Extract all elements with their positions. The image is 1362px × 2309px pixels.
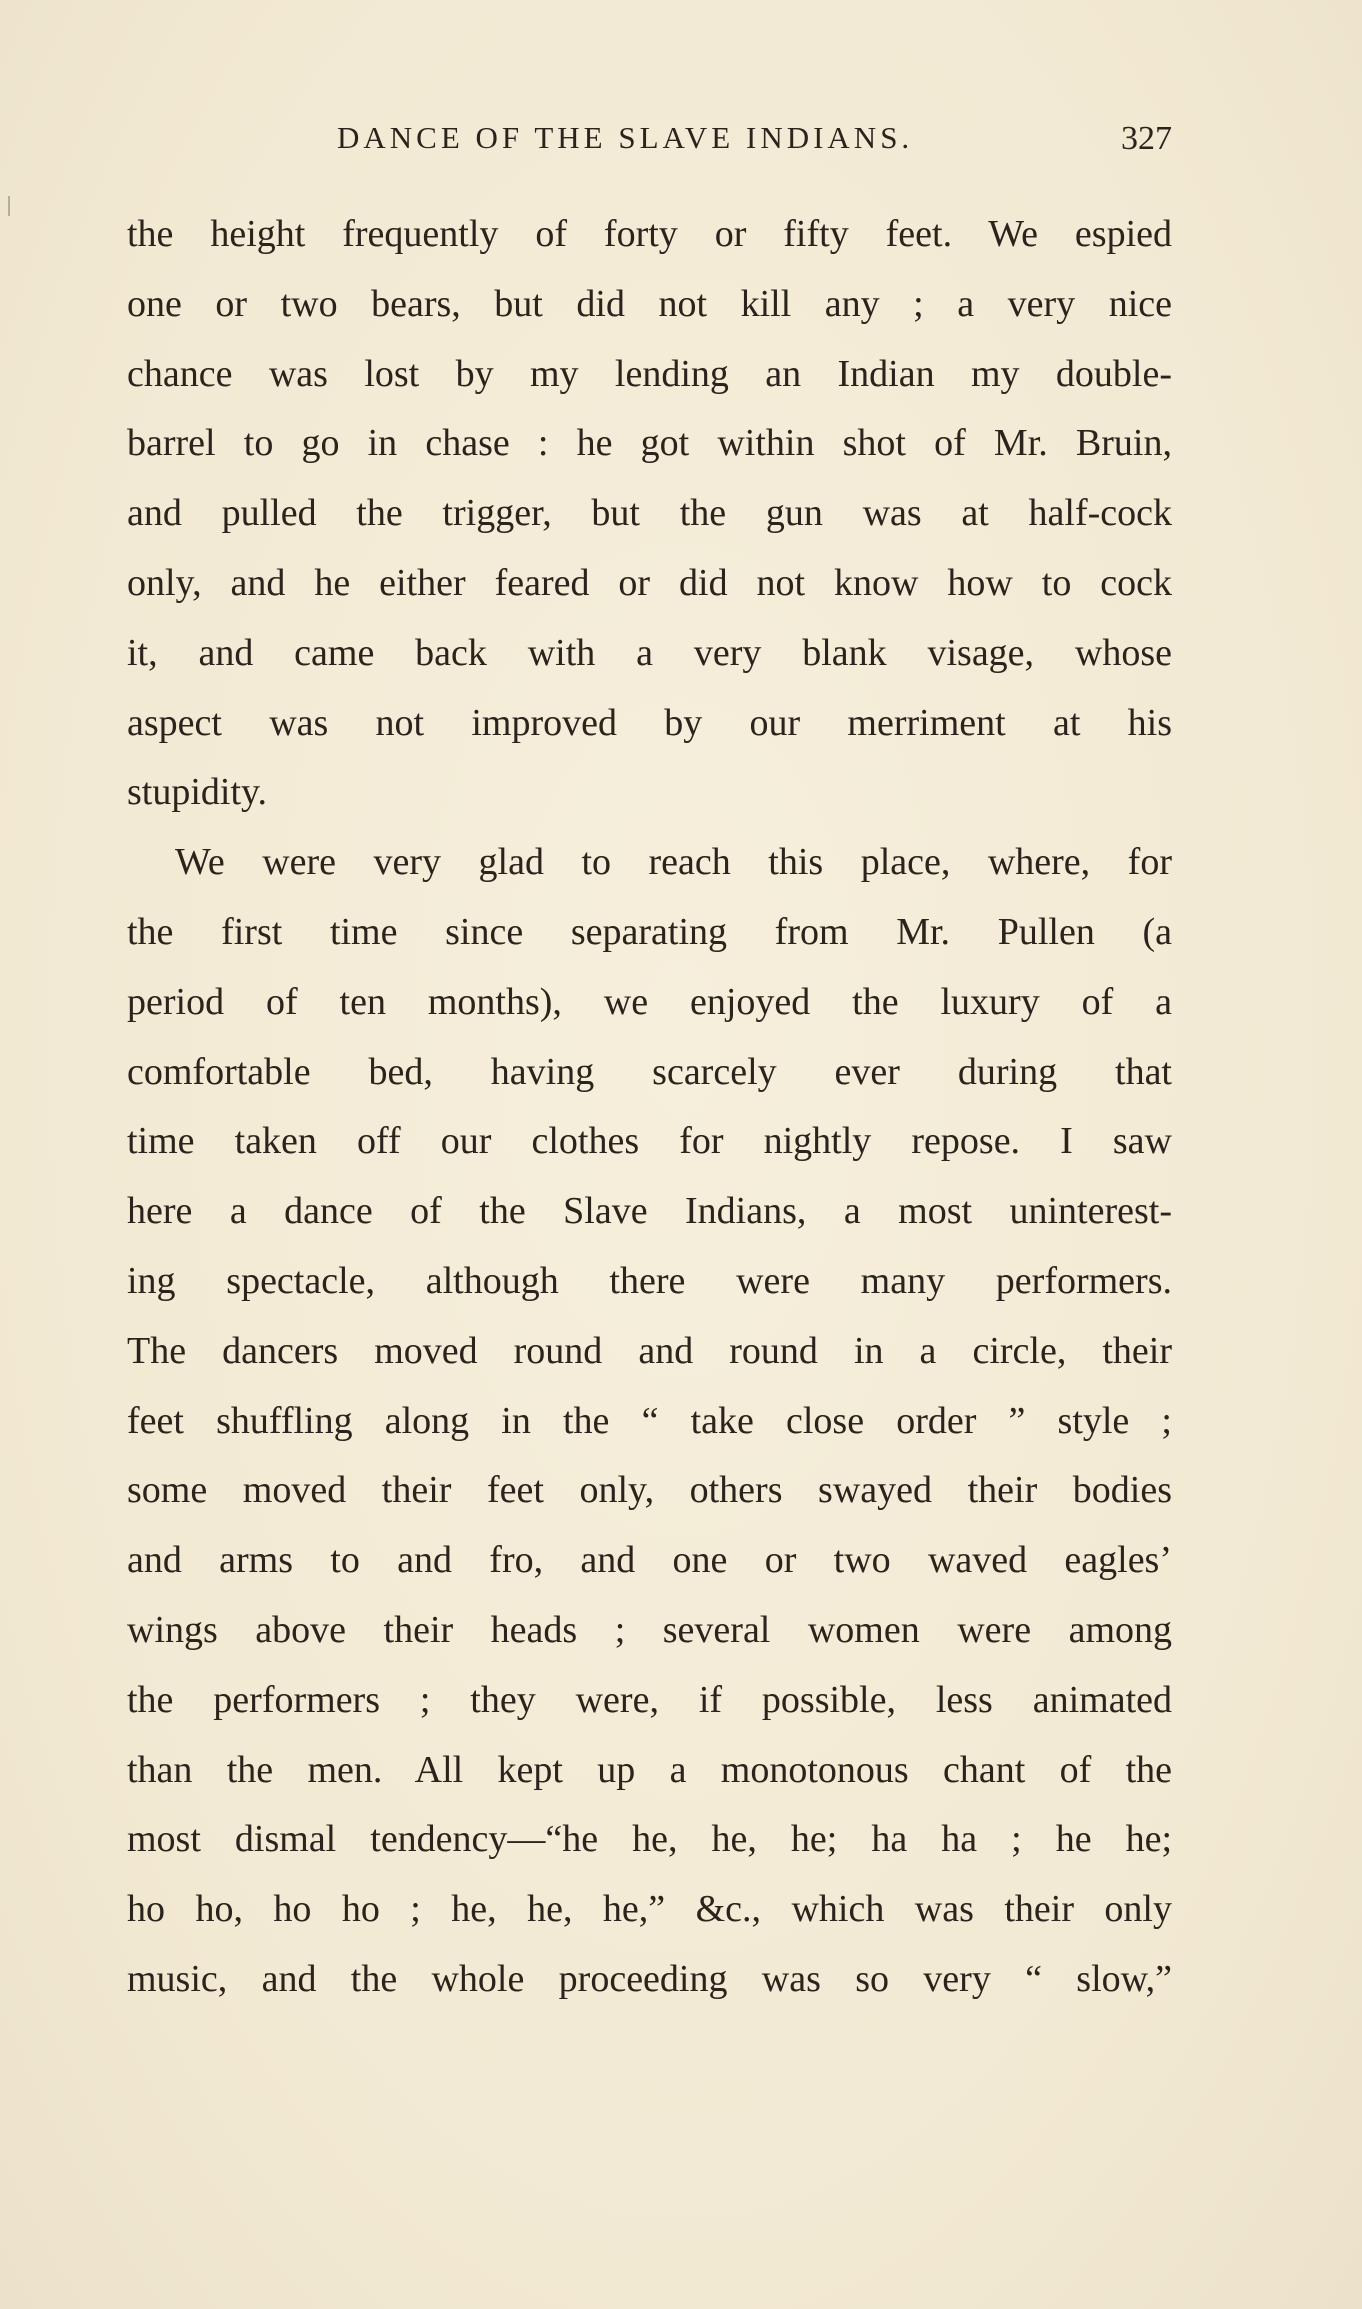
text-line: one or two bears, but did not kill any ; a very nice [127, 282, 1172, 325]
running-head [127, 120, 1172, 164]
text-line: ho ho, ho ho ; he, he, he,” &c., which was their only [127, 1888, 1172, 1931]
text-line: period of ten months), we enjoyed the luxury of a [127, 980, 1172, 1023]
text-line: and pulled the trigger, but the gun was at half-cock [127, 492, 1172, 535]
text-line: here a dance of the Slave Indians, a most uninterest- [127, 1190, 1172, 1233]
text-line: wings above their heads ; several women were among [127, 1608, 1172, 1651]
text-line: most dismal tendency—“he he, he, he; ha ha ; he he; [127, 1818, 1172, 1861]
text-line: comfortable bed, having scarcely ever during that [127, 1050, 1172, 1093]
text-line: the height frequently of forty or fifty feet. We espied [127, 213, 1172, 255]
page-number: 327 [1121, 120, 1172, 157]
text-line: The dancers moved round and round in a circle, their [127, 1329, 1172, 1372]
text-line: ing spectacle, although there were many performers. [127, 1259, 1172, 1302]
running-title: DANCE OF THE SLAVE INDIANS. [337, 120, 914, 155]
text-line: than the men. All kept up a monotonous chant of the [127, 1748, 1172, 1791]
text-line: music, and the whole proceeding was so very “ slow,” [127, 1957, 1172, 2000]
text-line: barrel to go in chase : he got within shot of Mr. Bruin, [127, 422, 1172, 465]
text-line: the performers ; they were, if possible, less animated [127, 1678, 1172, 1721]
text-line: We were very glad to reach this place, where, for [175, 841, 1172, 884]
text-line: chance was lost by my lending an Indian my double- [127, 352, 1172, 395]
text-line: feet shuffling along in the “ take close order ” style ; [127, 1399, 1172, 1442]
text-line: only, and he either feared or did not know how to cock [127, 561, 1172, 604]
text-line: the first time since separating from Mr. Pullen (a [127, 910, 1172, 953]
text-line: it, and came back with a very blank visage, whose [127, 631, 1172, 674]
body-text [127, 200, 1172, 2015]
text-line: some moved their feet only, others swayed their bodies [127, 1469, 1172, 1512]
text-line: stupidity. [127, 771, 268, 814]
text-line: and arms to and fro, and one or two waved eagles’ [127, 1539, 1172, 1582]
text-line: aspect was not improved by our merriment at his [127, 701, 1172, 744]
margin-mark [8, 196, 10, 216]
text-line: time taken off our clothes for nightly repose. I saw [127, 1120, 1172, 1163]
